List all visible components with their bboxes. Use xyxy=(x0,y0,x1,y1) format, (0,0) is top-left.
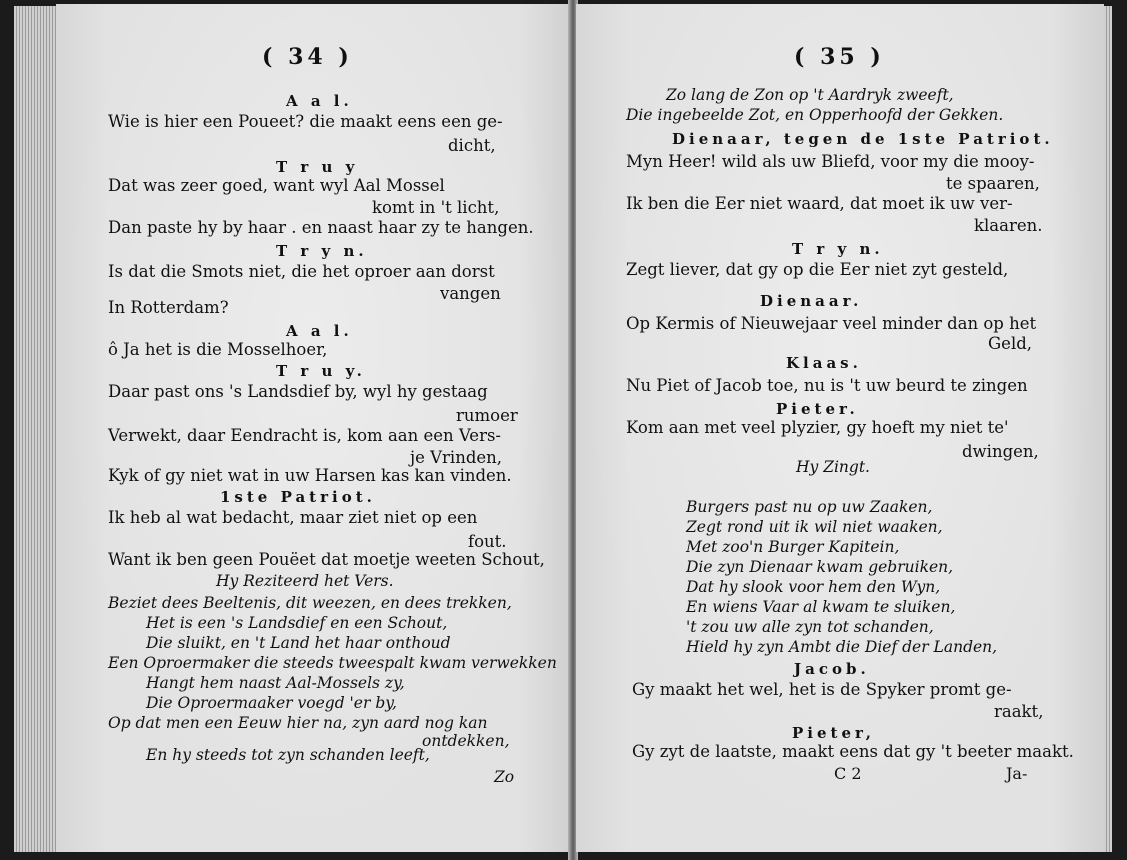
verse-line: Die zyn Dienaar kwam gebruiken, xyxy=(686,558,954,576)
right-page xyxy=(576,4,1104,852)
text-line: Nu Piet of Jacob toe, nu is 't uw beurd te zingen xyxy=(626,376,1028,395)
text-line: In Rotterdam? xyxy=(108,298,229,317)
page-number: ( 35 ) xyxy=(794,44,885,70)
speaker-name: 1ste Patriot. xyxy=(220,488,376,506)
text-line: Op Kermis of Nieuwejaar veel minder dan op het xyxy=(626,314,1037,333)
text-line: Ik heb al wat bedacht, maar ziet niet op een xyxy=(108,508,478,527)
verse-line: En wiens Vaar al kwam te sluiken, xyxy=(686,598,956,616)
left-page xyxy=(56,4,570,852)
text-line: vangen xyxy=(440,284,501,303)
text-line: klaaren. xyxy=(974,216,1043,235)
verse-line: Zo lang de Zon op 't Aardryk zweeft, xyxy=(666,86,954,104)
text-line: Gy zyt de laatste, maakt eens dat gy 't beeter maakt. xyxy=(632,742,1074,761)
verse-line: ontdekken, xyxy=(422,732,510,750)
verse-line: Zegt rond uit ik wil niet waaken, xyxy=(686,518,943,536)
verse-line: Beziet dees Beeltenis, dit weezen, en dees trekken, xyxy=(108,594,512,612)
verse-line: Die Oproermaaker voegd 'er by, xyxy=(146,694,397,712)
text-line: Daar past ons 's Landsdief by, wyl hy gestaag xyxy=(108,382,488,401)
text-line: te spaaren, xyxy=(946,174,1040,193)
text-line: je Vrinden, xyxy=(410,448,503,467)
text-line: Kom aan met veel plyzier, gy hoeft my niet te' xyxy=(626,418,1009,437)
verse-line: Hangt hem naast Aal-Mossels zy, xyxy=(146,674,405,692)
speaker-name: A a l. xyxy=(286,322,353,340)
stage-direction: Hy Reziteerd het Vers. xyxy=(216,572,394,590)
verse-line: Die ingebeelde Zot, en Opperhoofd der Gekken. xyxy=(626,106,1004,124)
text-line: fout. xyxy=(468,532,507,551)
catchword: Zo xyxy=(494,768,515,786)
text-line: Wie is hier een Poueet? die maakt eens een ge- xyxy=(108,112,503,131)
verse-line: Een Oproermaker die steeds tweespalt kwam verwekken xyxy=(108,654,557,672)
text-line: komt in 't licht, xyxy=(372,198,500,217)
speaker-name: Pieter, xyxy=(792,724,876,742)
text-line: dicht, xyxy=(448,136,496,155)
speaker-name: A a l. xyxy=(286,92,353,110)
page-edges-right xyxy=(1104,6,1112,852)
text-line: Want ik ben geen Pouëet dat moetje weeten Schout, xyxy=(108,550,545,569)
speaker-name: T r y n. xyxy=(792,240,884,258)
verse-line: Die sluikt, en 't Land het haar onthoud xyxy=(146,634,451,652)
text-line: Is dat die Smots niet, die het oproer aan dorst xyxy=(108,262,495,281)
signature-mark: C 2 xyxy=(834,764,862,783)
catchword: Ja- xyxy=(1006,764,1028,783)
verse-line: Het is een 's Landsdief en een Schout, xyxy=(146,614,448,632)
speaker-name: Pieter. xyxy=(776,400,859,418)
verse-line: Op dat men een Eeuw hier na, zyn aard nog kan xyxy=(108,714,488,732)
text-line: Kyk of gy niet wat in uw Harsen kas kan vinden. xyxy=(108,466,512,485)
speaker-name: T r y n. xyxy=(276,242,368,260)
verse-line: Burgers past nu op uw Zaaken, xyxy=(686,498,933,516)
speaker-name: Dienaar, tegen de 1ste Patriot. xyxy=(672,130,1054,148)
text-line: rumoer xyxy=(456,406,518,425)
verse-line: 't zou uw alle zyn tot schanden, xyxy=(686,618,934,636)
text-line: raakt, xyxy=(994,702,1044,721)
verse-line: En hy steeds tot zyn schanden leeft, xyxy=(146,746,430,764)
verse-line: Hield hy zyn Ambt die Dief der Landen, xyxy=(686,638,998,656)
verse-line: Met zoo'n Burger Kapitein, xyxy=(686,538,900,556)
text-line: Dan paste hy by haar . en naast haar zy te hangen. xyxy=(108,218,534,237)
text-line: ô Ja het is die Mosselhoer, xyxy=(108,340,328,359)
speaker-name: Dienaar. xyxy=(760,292,863,310)
speaker-name: T r u y xyxy=(276,158,359,176)
verse-line: Dat hy slook voor hem den Wyn, xyxy=(686,578,941,596)
speaker-name: T r u y. xyxy=(276,362,366,380)
text-line: Dat was zeer goed, want wyl Aal Mossel xyxy=(108,176,445,195)
page-edges-left xyxy=(14,6,56,852)
speaker-name: Klaas. xyxy=(786,354,862,372)
text-line: Ik ben die Eer niet waard, dat moet ik uw ver- xyxy=(626,194,1013,213)
text-line: Myn Heer! wild als uw Bliefd, voor my die mooy- xyxy=(626,152,1035,171)
text-line: Zegt liever, dat gy op die Eer niet zyt gesteld, xyxy=(626,260,1009,279)
text-line: Gy maakt het wel, het is de Spyker promt ge- xyxy=(632,680,1012,699)
speaker-name: Jacob. xyxy=(794,660,870,678)
text-line: Geld, xyxy=(988,334,1033,353)
page-number: ( 34 ) xyxy=(262,44,353,70)
text-line: dwingen, xyxy=(962,442,1039,461)
stage-direction: Hy Zingt. xyxy=(796,458,870,476)
text-line: Verwekt, daar Eendracht is, kom aan een Vers- xyxy=(108,426,501,445)
